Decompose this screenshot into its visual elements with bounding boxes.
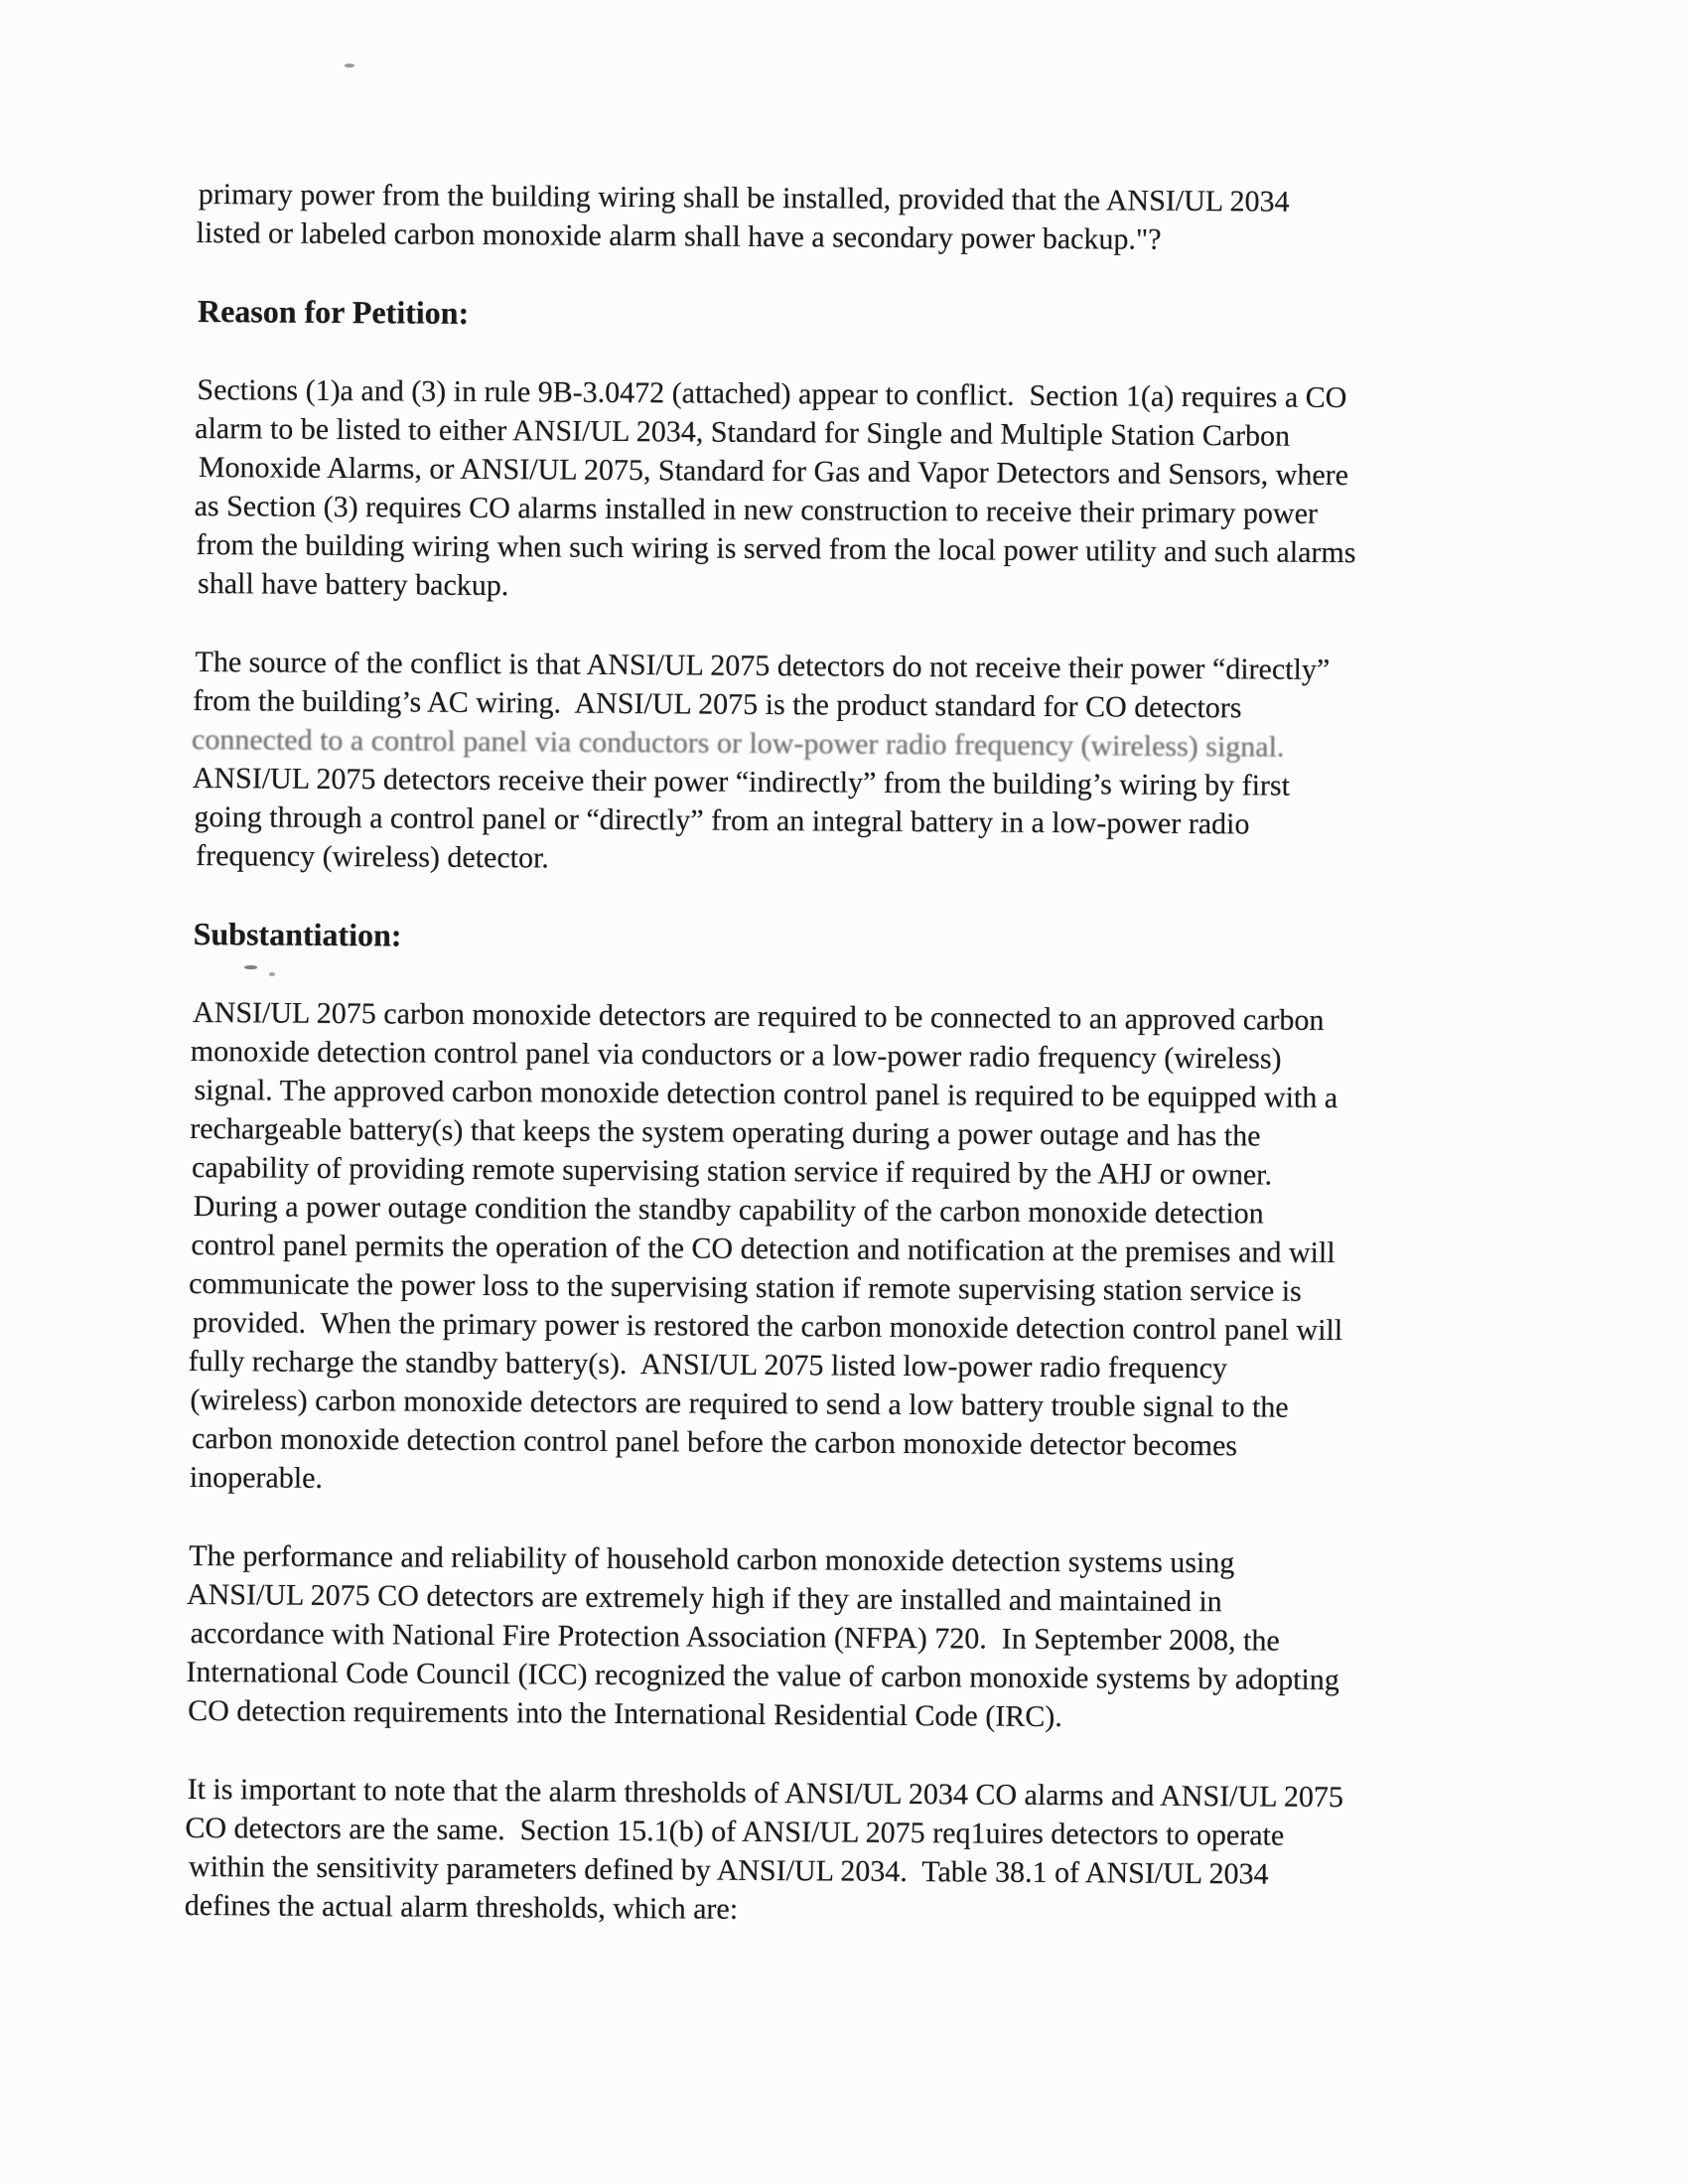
text-line: capability of providing remote supervising station service if required by the AHJ or owner. bbox=[191, 1150, 1273, 1192]
text-line: The performance and reliability of household carbon monoxide detection systems using bbox=[189, 1538, 1235, 1580]
text-line: alarm to be listed to either ANSI/UL 2034, Standard for Single and Multiple Station Carbon bbox=[195, 411, 1291, 453]
text-line: going through a control panel or “directly” from an integral battery in a low-power radio bbox=[194, 800, 1250, 841]
text-line: communicate the power loss to the supervising station if remote supervising station service is bbox=[189, 1266, 1302, 1308]
text-line: signal. The approved carbon monoxide detection control panel is required to be equipped with a bbox=[194, 1073, 1338, 1115]
text-line: frequency (wireless) detector. bbox=[196, 838, 549, 875]
text-line: fully recharge the standby battery(s). ANSI/UL 2075 listed low-power radio frequency bbox=[188, 1344, 1228, 1385]
text-line: It is important to note that the alarm thresholds of ANSI/UL 2034 CO alarms and ANSI/UL 2075 bbox=[187, 1772, 1344, 1815]
text-line: The source of the conflict is that ANSI/UL 2075 detectors do not receive their power “directly” bbox=[195, 645, 1331, 686]
text-line: inoperable. bbox=[189, 1460, 324, 1495]
paragraph-control-panel-substantiation bbox=[190, 993, 1574, 1507]
text-line: ANSI/UL 2075 detectors receive their power “indirectly” from the building’s wiring by first bbox=[192, 761, 1291, 802]
paragraph-secondary-power-backup bbox=[198, 175, 1579, 262]
paragraph-rule-sections-conflict bbox=[196, 370, 1578, 613]
paragraph-conflict-source bbox=[191, 643, 1576, 885]
text-line: CO detection requirements into the International Residential Code (IRC). bbox=[188, 1693, 1062, 1734]
paragraph-alarm-thresholds bbox=[184, 1770, 1568, 1935]
text-line: primary power from the building wiring shall be installed, provided that the ANSI/UL 2034 bbox=[198, 177, 1290, 218]
text-line: within the sensitivity parameters defined by ANSI/UL 2034. Table 38.1 of ANSI/UL 2034 bbox=[188, 1849, 1269, 1891]
text-line: listed or labeled carbon monoxide alarm shall have a secondary power backup."? bbox=[196, 216, 1162, 256]
text-line: CO detectors are the same. Section 15.1(b) of ANSI/UL 2075 req1uires detectors to operate bbox=[185, 1811, 1285, 1852]
text-line: Sections (1)a and (3) in rule 9B-3.0472 (attached) appear to conflict. Section 1(a) requires a CO bbox=[197, 372, 1347, 415]
text-line: accordance with National Fire Protection Association (NFPA) 720. In September 2008, the bbox=[190, 1616, 1280, 1658]
text-line: control panel permits the operation of the CO detection and notification at the premises and will bbox=[191, 1228, 1336, 1270]
text-line: rechargeable battery(s) that keeps the system operating during a power outage and has the bbox=[190, 1111, 1261, 1153]
text-line: from the building’s AC wiring. ANSI/UL 2075 is the product standard for CO detectors bbox=[193, 683, 1242, 725]
text-line: from the building wiring when such wiring is served from the local power utility and such alarms bbox=[196, 527, 1356, 570]
scan-speck bbox=[345, 64, 354, 68]
text-line: (wireless) carbon monoxide detectors are required to send a low battery trouble signal to the bbox=[190, 1383, 1289, 1424]
text-line: Monoxide Alarms, or ANSI/UL 2075, Standard for Gas and Vapor Detectors and Sensors, where bbox=[198, 451, 1349, 493]
text-line: monoxide detection control panel via conductors or a low-power radio frequency (wireless) bbox=[190, 1034, 1282, 1076]
text-line: ANSI/UL 2075 carbon monoxide detectors are required to be connected to an approved carbon bbox=[192, 995, 1325, 1037]
text-line: defines the actual alarm thresholds, which are: bbox=[184, 1888, 739, 1926]
petition-text-block bbox=[186, 175, 1579, 1974]
heading-substantiation: Substantiation: bbox=[193, 915, 402, 953]
text-line: shall have battery backup. bbox=[198, 567, 509, 603]
text-line: International Code Council (ICC) recognized the value of carbon monoxide systems by adopting bbox=[186, 1655, 1339, 1697]
text-line: connected to a control panel via conductors or low-power radio frequency (wireless) signal. bbox=[191, 722, 1285, 764]
text-line: as Section (3) requires CO alarms installed in new construction to receive their primary power bbox=[194, 489, 1319, 530]
text-line: During a power outage condition the standby capability of the carbon monoxide detection bbox=[193, 1189, 1264, 1231]
heading-reason-for-petition: Reason for Petition: bbox=[197, 292, 470, 331]
paragraph-performance-reliability bbox=[188, 1536, 1569, 1740]
text-line: ANSI/UL 2075 CO detectors are extremely high if they are installed and maintained in bbox=[186, 1577, 1222, 1619]
text-line: provided. When the primary power is restored the carbon monoxide detection control panel will bbox=[192, 1305, 1343, 1348]
text-line: carbon monoxide detection control panel before the carbon monoxide detector becomes bbox=[192, 1421, 1238, 1463]
